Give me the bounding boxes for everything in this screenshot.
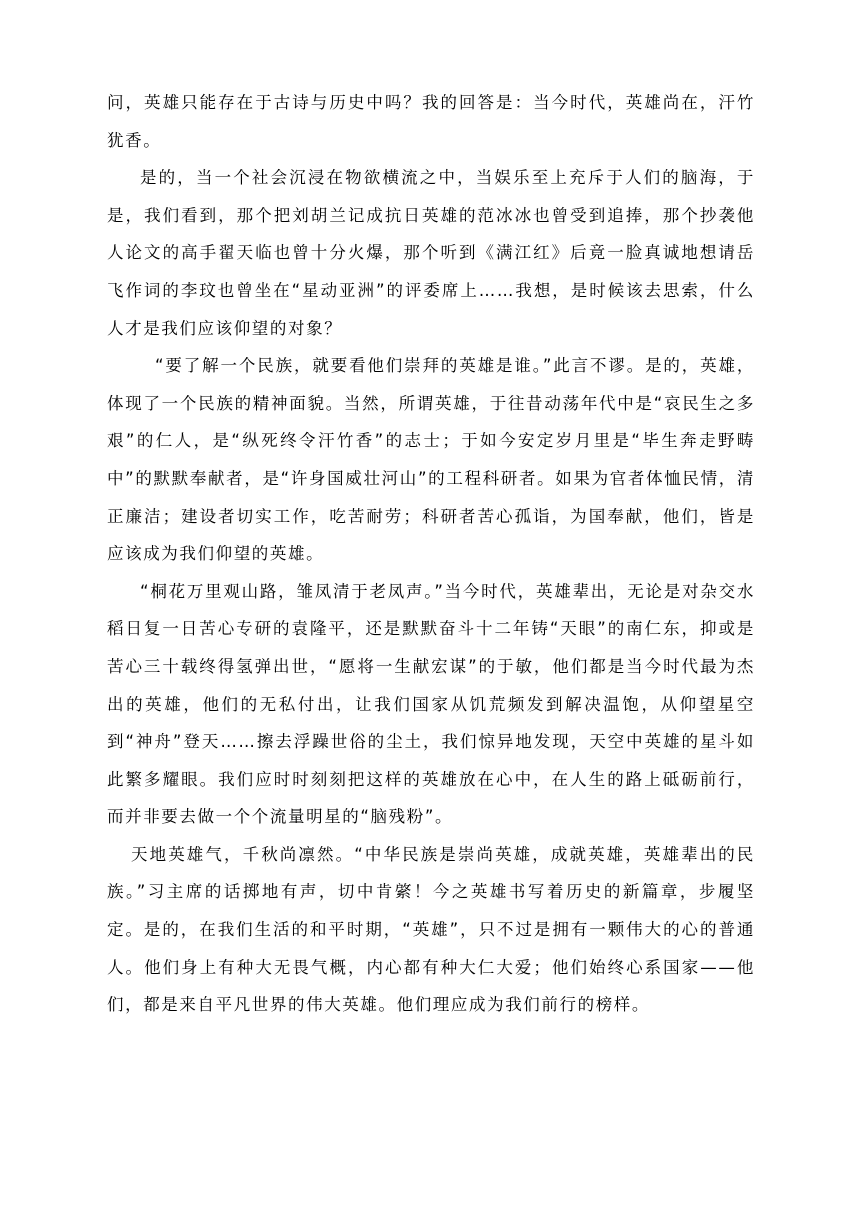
essay-body <box>107 84 755 1024</box>
paragraph-3: “要了解一个民族，就要看他们崇拜的英雄是谁。”此言不谬。是的，英雄，体现了一个民族的精神面貌。当然，所谓英雄，于往昔动荡年代中是“哀民生之多艰”的仁人，是“纵死终令汗竹香”的志士；于如今安定岁月里是“毕生奔走野畴中”的默默奉献者，是“许身国威壮河山”的工程科研者。如果为官者体恤民情，清正廉洁；建设者切实工作，吃苦耐劳；科研者苦心孤诣，为国奉献，他们，皆是应该成为我们仰望的英雄。 <box>107 356 755 564</box>
paragraph-2: 是的，当一个社会沉浸在物欲横流之中，当娱乐至上充斥于人们的脑海，于是，我们看到，那个把刘胡兰记成抗日英雄的范冰冰也曾受到追捧，那个抄袭他人论文的高手翟天临也曾十分火爆，那个听到《满江红》后竟一脸真诚地想请岳飞作词的李玟也曾坐在“星动亚洲”的评委席上……我想，是时候该去思索，什么人才是我们应该仰望的对象？ <box>107 168 755 338</box>
paragraph-1: 问，英雄只能存在于古诗与历史中吗？我的回答是：当今时代，英雄尚在，汗竹犹香。 <box>107 93 755 150</box>
paragraph-4: “桐花万里观山路，雏凤清于老凤声。”当今时代，英雄辈出，无论是对杂交水稻日复一日苦心专研的袁隆平，还是默默奋斗十二年铸“天眼”的南仁东，抑或是苦心三十载终得氢弹出世，“愿将一生献宏谋”的于敏，他们都是当今时代最为杰出的英雄，他们的无私付出，让我们国家从饥荒频发到解决温饱，从仰望星空到“神舟”登天……擦去浮躁世俗的尘土，我们惊异地发现，天空中英雄的星斗如此繁多耀眼。我们应时时刻刻把这样的英雄放在心中，在人生的路上砥砺前行，而并非要去做一个个流量明星的“脑残粉”。 <box>107 581 755 827</box>
paragraph-5: 天地英雄气，千秋尚凛然。“中华民族是崇尚英雄，成就英雄，英雄辈出的民族。”习主席的话掷地有声，切中肯綮！今之英雄书写着历史的新篇章，步履坚定。是的，在我们生活的和平时期，“英雄”，只不过是拥有一颗伟大的心的普通人。他们身上有种大无畏气概，内心都有种大仁大爱；他们始终心系国家——他们，都是来自平凡世界的伟大英雄。他们理应成为我们前行的榜样。 <box>107 844 755 1015</box>
